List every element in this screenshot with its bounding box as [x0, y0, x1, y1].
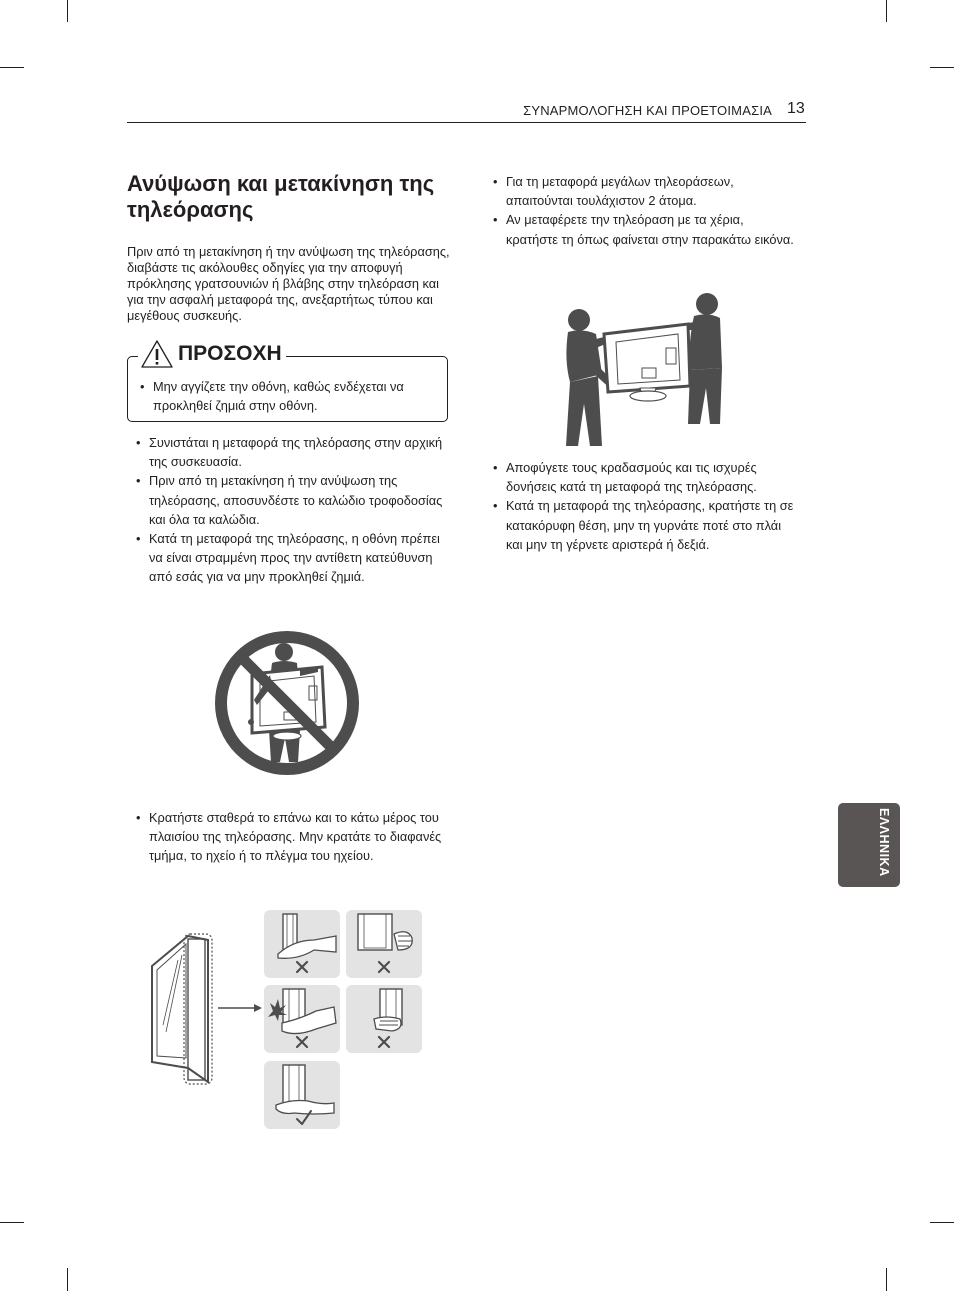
grip-panel-wrong-3: [264, 985, 340, 1053]
two-person-carry-illustration: [562, 290, 724, 448]
list-item: • Κατά τη μεταφορά της τηλεόρασης, κρατήστε τη σε κατακόρυφη θέση, μην τη γυρνάτε ποτέ στο πλάι και μην τη γέρνετε αριστερά ή δεξιά.: [493, 496, 798, 554]
page-number: 13: [787, 100, 805, 117]
crop-mark: [930, 67, 954, 68]
list-item: • Κρατήστε σταθερά το επάνω και το κάτω μέρος του πλαισίου της τηλεόρασης. Μην κρατάτε το διαφανές τμήμα, το ηχείο ή το πλέγμα του ηχείου.: [136, 808, 451, 866]
crop-mark: [886, 0, 887, 22]
language-tab: [838, 803, 900, 887]
list-item: • Για τη μεταφορά μεγάλων τηλεοράσεων, απαιτούνται τουλάχιστον 2 άτομα.: [493, 172, 798, 210]
language-tab-label: ΕΛΛΗΝΙΚΑ: [877, 808, 891, 877]
intro-paragraph: Πριν από τη μετακίνηση ή την ανύψωση της τηλεόρασης, διαβάστε τις ακόλουθες οδηγίες για την αποφυγή πρόκλησης γρατσουνιών ή βλάβης στην τηλεόραση και για την ασφαλή μεταφορά της, ανεξαρτήτως τύπου και μεγέθους συσκευής.: [127, 244, 450, 323]
caution-heading: [138, 337, 286, 371]
crop-mark: [67, 0, 68, 22]
list-item: • Συνιστάται η μεταφορά της τηλεόρασης στην αρχική της συσκευασία.: [136, 433, 446, 471]
crop-mark: [0, 67, 24, 68]
list-item: • Αν μεταφέρετε την τηλεόραση με τα χέρια, κρατήστε τη όπως φαίνεται στην παρακάτω εικόνα.: [493, 210, 798, 248]
list-item: • Πριν από τη μετακίνηση ή την ανύψωση της τηλεόρασης, αποσυνδέστε το καλώδιο τροφοδοσίας και όλα τα καλώδια.: [136, 471, 446, 529]
section-title: Ανύψωση και μετακίνηση της τηλεόρασης: [127, 171, 435, 222]
right-bullets-1: [493, 172, 798, 249]
crop-mark: [67, 1268, 68, 1291]
grip-panel-wrong-2: [346, 910, 422, 978]
grip-panel-wrong-1: [264, 910, 340, 978]
prohibited-carry-illustration: [214, 630, 360, 776]
list-item: • Κατά τη μεταφορά της τηλεόρασης, η οθόνη πρέπει να είναι στραμμένη προς την αντίθετη κατεύθυνση από εσάς για να μην προκληθεί ζημιά.: [136, 529, 446, 587]
crop-mark: [0, 1222, 24, 1223]
crop-mark: [930, 1222, 954, 1223]
left-bullets-2: [136, 808, 451, 866]
grip-panel-correct: [264, 1061, 340, 1129]
tv-side-view-illustration: [148, 930, 268, 1088]
caution-list: [140, 377, 440, 415]
caution-item: • Μην αγγίζετε την οθόνη, καθώς ενδέχεται να προκληθεί ζημιά στην οθόνη.: [140, 377, 440, 415]
warning-triangle-icon: [140, 339, 174, 369]
left-bullets-1: [136, 433, 446, 587]
right-bullets-2: [493, 458, 798, 554]
running-header: ΣΥΝΑΡΜΟΛΟΓΗΣΗ ΚΑΙ ΠΡΟΕΤΟΙΜΑΣΙΑ: [523, 103, 772, 118]
caution-heading-text: ΠΡΟΣΟΧΗ: [178, 342, 282, 365]
header-rule: [127, 122, 806, 123]
grip-panel-wrong-4: [346, 985, 422, 1053]
crop-mark: [886, 1268, 887, 1291]
list-item: • Αποφύγετε τους κραδασμούς και τις ισχυρές δονήσεις κατά τη μεταφορά της τηλεόρασης.: [493, 458, 798, 496]
